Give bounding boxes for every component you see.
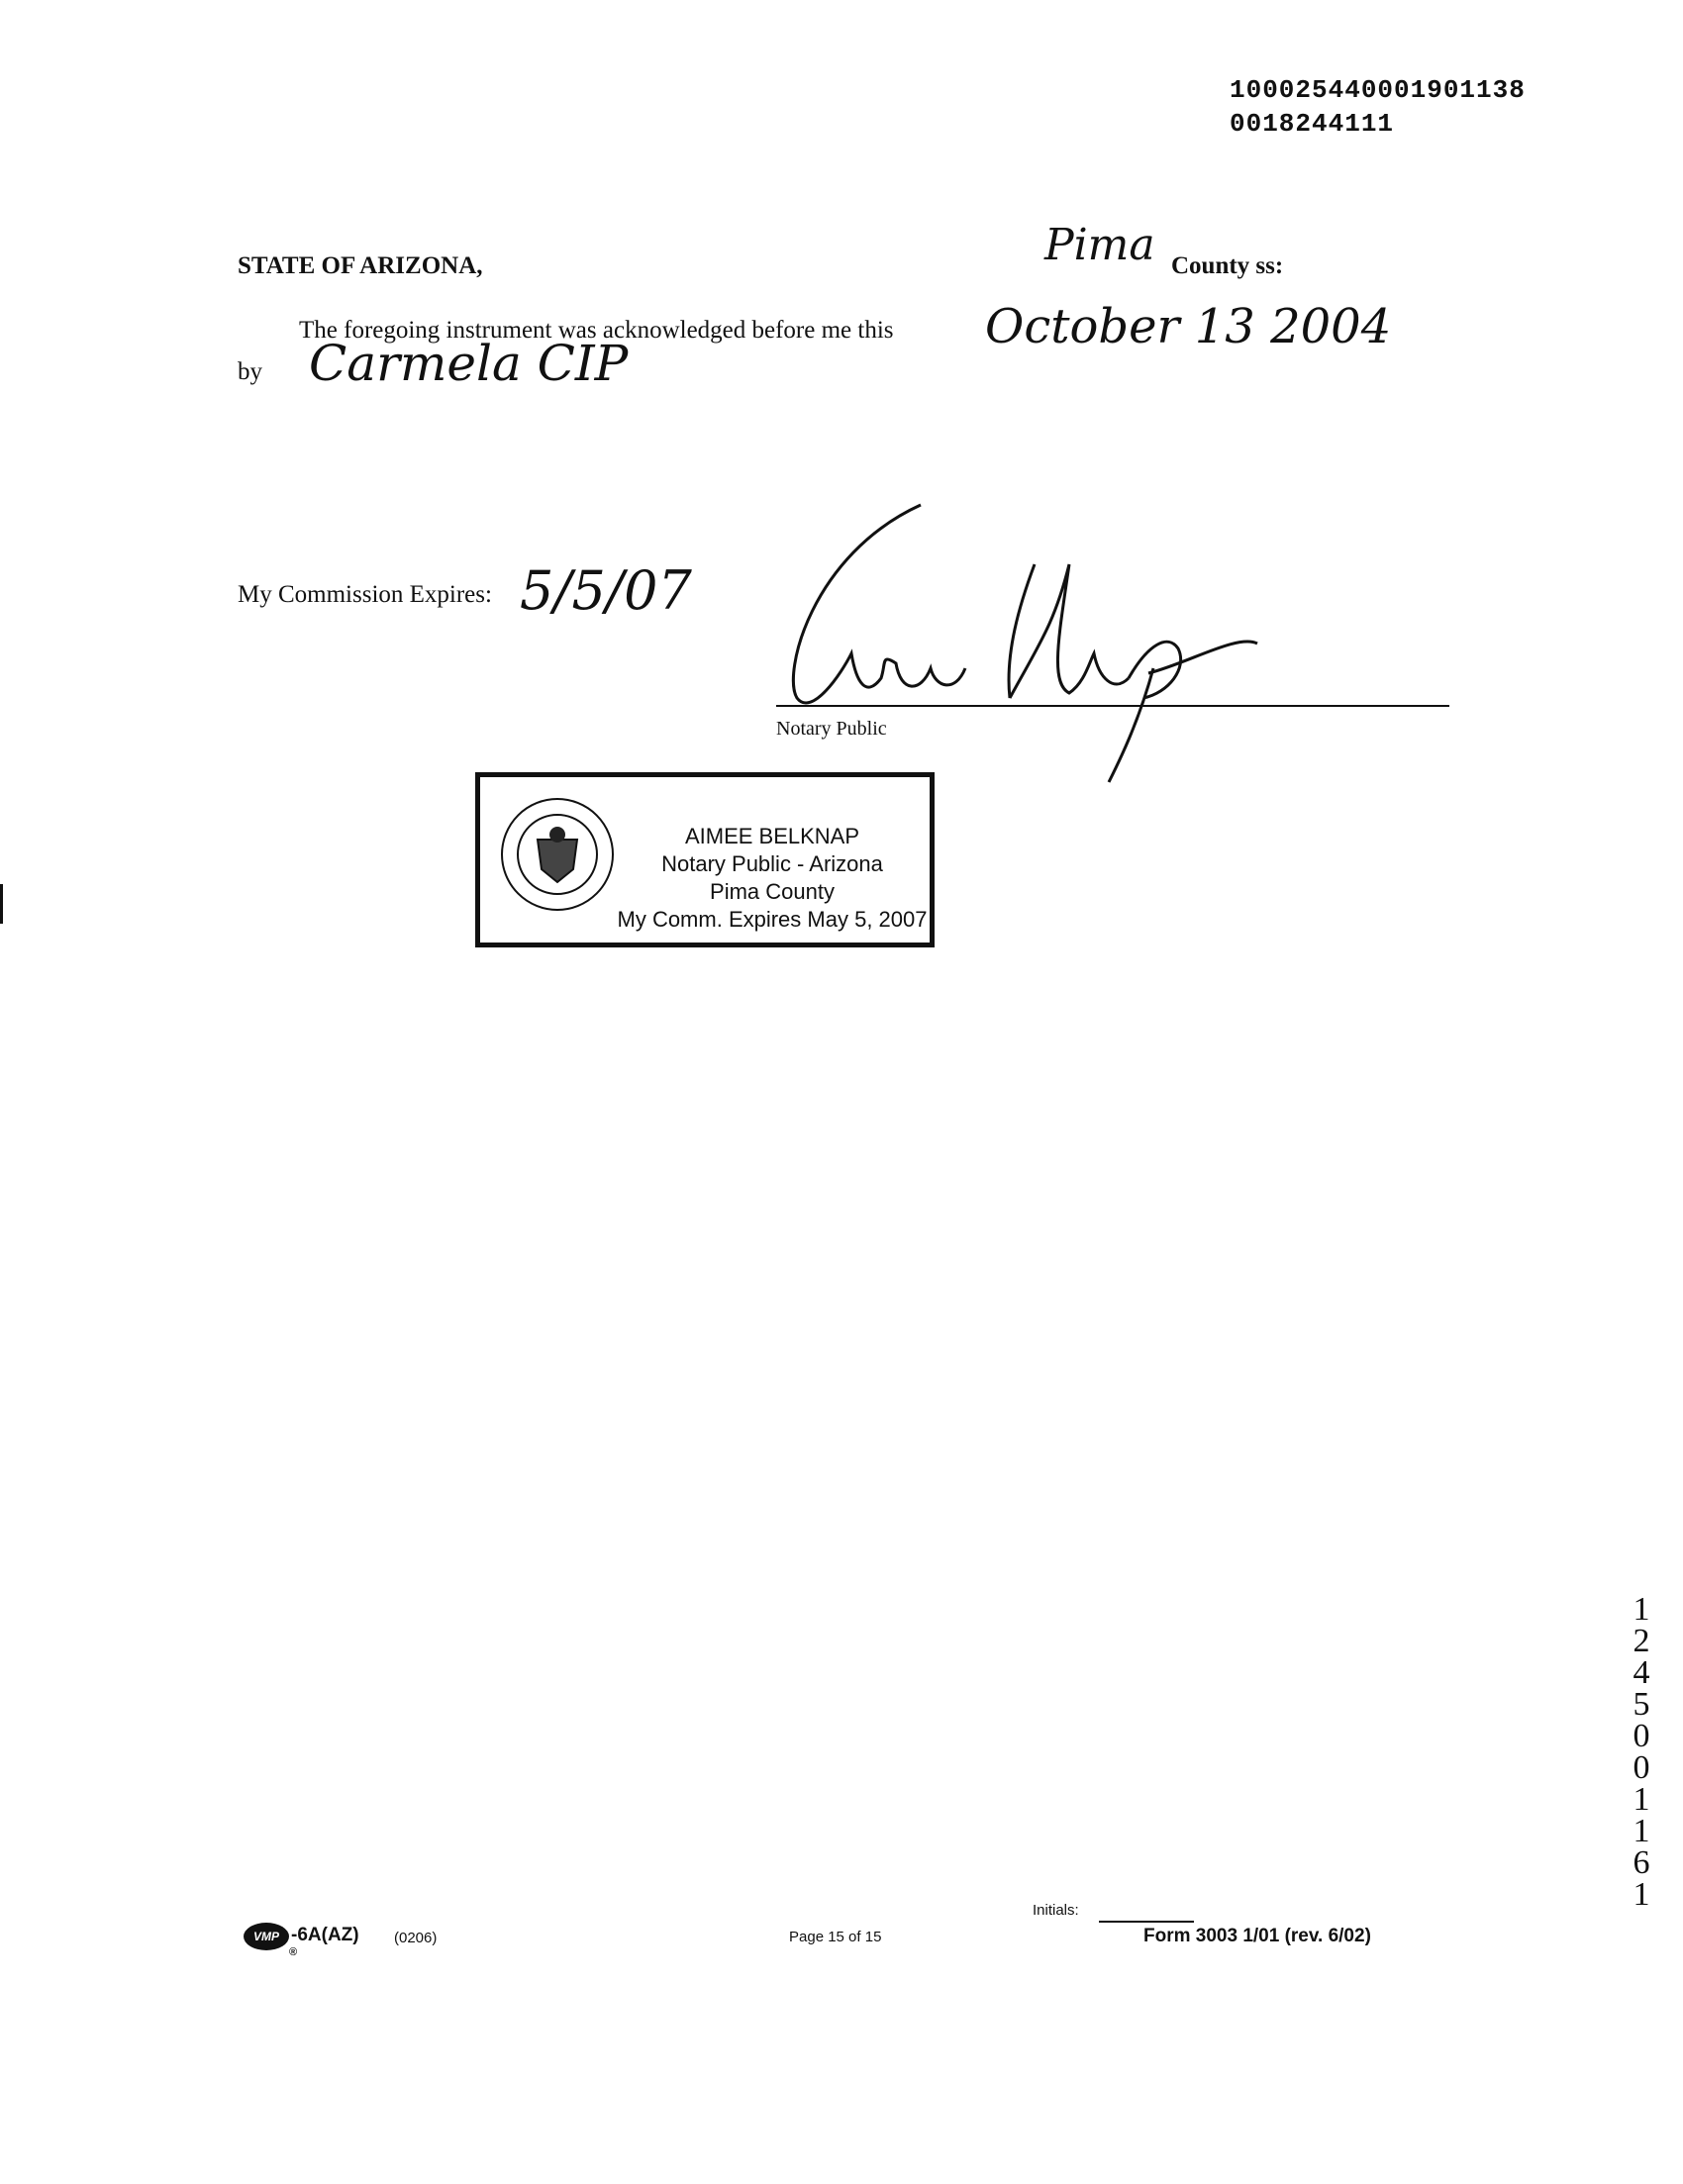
stamp-expiration: My Comm. Expires May 5, 2007 bbox=[617, 907, 928, 932]
loan-number: 100025440001901138 bbox=[1230, 75, 1526, 105]
acknowledgment-date-handwritten: October 13 2004 bbox=[985, 299, 1392, 354]
min-number: 0018244111 bbox=[1230, 109, 1395, 139]
commission-expires-label: My Commission Expires: bbox=[238, 581, 492, 608]
scan-edge-mark bbox=[0, 884, 3, 924]
signature-line bbox=[776, 705, 1449, 707]
form-revision-code: (0206) bbox=[394, 1930, 438, 1946]
notary-stamp bbox=[475, 772, 935, 947]
registered-mark: ® bbox=[289, 1946, 298, 1958]
margin-digit: 0 bbox=[1633, 1718, 1650, 1754]
notary-signature bbox=[772, 495, 1287, 792]
margin-digit: 1 bbox=[1633, 1813, 1650, 1849]
notary-public-label: Notary Public bbox=[776, 718, 887, 740]
margin-record-number bbox=[1624, 1591, 1659, 1913]
by-label: by bbox=[238, 358, 262, 385]
commission-expires-date-handwritten: 5/5/07 bbox=[520, 559, 692, 622]
margin-digit: 1 bbox=[1633, 1781, 1650, 1818]
page-number: Page 15 of 15 bbox=[789, 1929, 882, 1945]
margin-digit: 6 bbox=[1633, 1844, 1650, 1881]
county-label: County ss: bbox=[1171, 252, 1284, 279]
margin-digit: 0 bbox=[1633, 1749, 1650, 1786]
initials-line bbox=[1099, 1921, 1194, 1923]
stamp-notary-title: Notary Public - Arizona bbox=[661, 851, 883, 876]
stamp-notary-name: AIMEE BELKNAP bbox=[684, 824, 860, 848]
stamp-county: Pima County bbox=[710, 879, 835, 904]
county-handwritten: Pima bbox=[1044, 220, 1155, 270]
acknowledgment-text: The foregoing instrument was acknowledged before me this bbox=[299, 317, 894, 344]
initials-label: Initials: bbox=[1033, 1902, 1079, 1919]
margin-digit: 5 bbox=[1633, 1686, 1650, 1723]
signer-name-handwritten: Carmela CIP bbox=[309, 335, 629, 392]
vmp-logo-icon: VMP bbox=[244, 1923, 289, 1950]
state-heading: STATE OF ARIZONA, bbox=[238, 252, 483, 279]
state-seal-icon bbox=[498, 795, 617, 914]
margin-digit: 2 bbox=[1633, 1623, 1650, 1659]
form-code: -6A(AZ) bbox=[291, 1925, 359, 1945]
margin-digit: 1 bbox=[1633, 1876, 1650, 1913]
margin-digit: 4 bbox=[1633, 1654, 1650, 1691]
form-number: Form 3003 1/01 (rev. 6/02) bbox=[1143, 1926, 1371, 1946]
margin-digit: 1 bbox=[1633, 1591, 1650, 1628]
